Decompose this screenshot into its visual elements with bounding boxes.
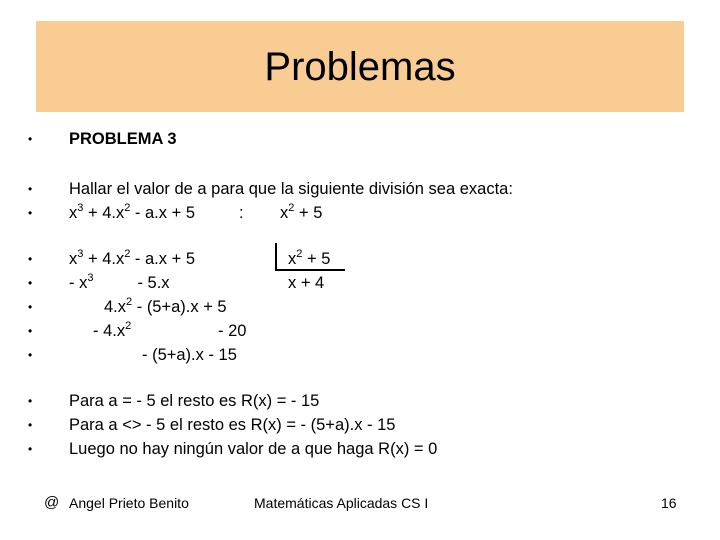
conclusion-text: Para a = - 5 el resto es R(x) = - 15 (69, 392, 320, 410)
bullet: • (28, 348, 33, 362)
problem-heading: PROBLEMA 3 (69, 130, 177, 148)
bullet: • (28, 276, 33, 290)
conclusion-text: Luego no hay ningún valor de a que haga R(x) = 0 (69, 440, 438, 458)
title-band (36, 21, 684, 112)
divisor-row: $x^2 + 5$ (288, 247, 331, 268)
dividend-expression: $x^3 + 4.x^2 - a.x + 5$ (69, 201, 195, 222)
division-bracket-vertical (275, 243, 277, 269)
quotient: x + 4 (288, 274, 325, 292)
footer-symbol: @ (44, 494, 60, 511)
second-subtraction: - $4.x^2$ (93, 319, 132, 340)
divisor-expression: $x^2 + 5$ (280, 201, 323, 222)
dividend-row: $x^3 + 4.x^2 - a.x + 5$ (69, 247, 195, 268)
partial-remainder: $4.x^2 - (5+a).x + 5$ (104, 295, 227, 316)
second-subtraction-constant: - 20 (218, 322, 247, 340)
problem-statement: Hallar el valor de a para que la siguiente división sea exacta: (69, 180, 513, 198)
bullet: • (28, 442, 33, 456)
conclusion-text: Para a <> - 5 el resto es R(x) = - (5+a).x - 15 (69, 416, 396, 434)
bullet: • (28, 300, 33, 314)
bullet: • (28, 182, 33, 196)
subtraction-row: - $x^3 - 5.x$ (69, 271, 170, 292)
remainder: - (5+a).x - 15 (142, 346, 237, 364)
division-colon: : (239, 204, 244, 222)
bullet: • (28, 418, 33, 432)
bullet: • (28, 324, 33, 338)
page-number: 16 (661, 495, 677, 511)
footer-author: Angel Prieto Benito (69, 495, 189, 511)
bullet: • (28, 132, 33, 146)
slide-title: Problemas (264, 45, 456, 89)
bullet: • (28, 252, 33, 266)
division-bracket-horizontal (275, 269, 345, 271)
footer-course: Matemáticas Aplicadas CS I (254, 495, 429, 511)
bullet: • (28, 394, 33, 408)
bullet: • (28, 206, 33, 220)
